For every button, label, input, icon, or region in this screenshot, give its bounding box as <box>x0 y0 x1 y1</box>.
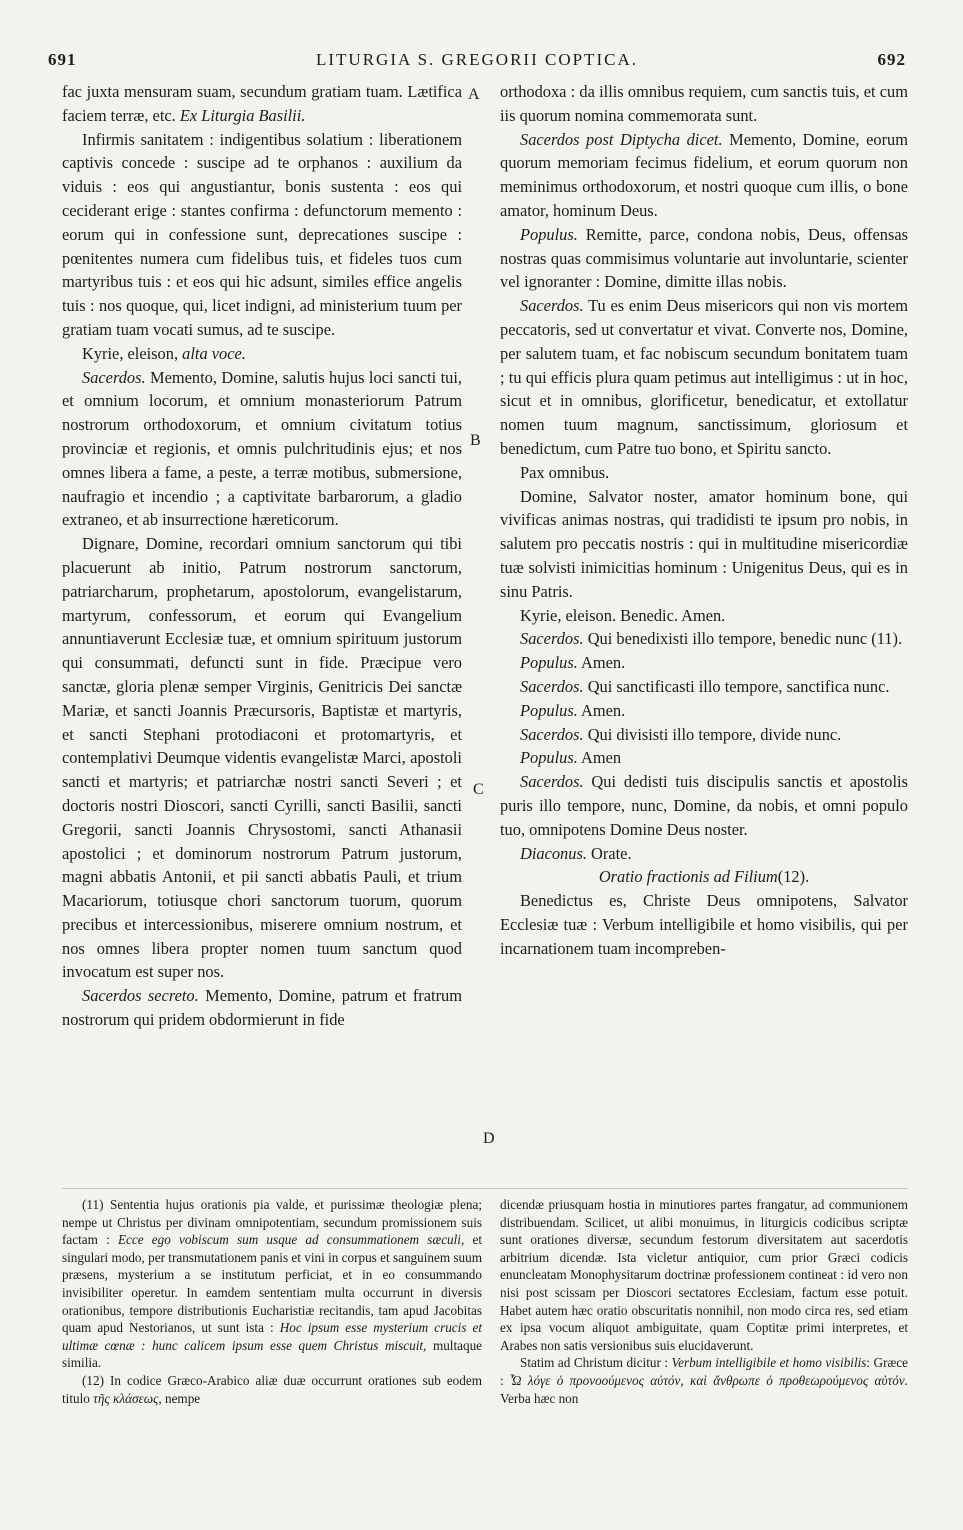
paragraph: Populus. Amen. <box>520 653 626 673</box>
paragraph: Dignare, Domine, recordari omnium sanctorum qui tibi placuerunt ab initio, Patrum nostrorum sanctorum, patriarcharum, prophetarum, apostolorum, evangelistarum, martyrum, confessorum, et eorum qui Evangelium annuntiaverunt Ecclesiæ tuæ, et omnium spirituum justorum qui consummati, defuncti sunt in fide. Præcipue vero sanctæ, gloria plenæ semper Virginis, Genitricis Dei sanctæ Mariæ, et sancti Joannis Præcursoris, Baptistæ et martyris, et sancti Stephani protodiaconi et protomartyris, et contemplativi Deumque videntis evangelistæ Marci, apostoli sancti et martyris; et patriarchæ nostri sancti Severi ; et doctoris nostri Dioscori, sancti Cyrilli, sancti Basilii, sancti Gregorii, sancti Joannis Chrysostomi, sancti Athanasii apostolici ; et dominorum nostrorum Patrum justorum, magni abbatis Antonii, et pii sancti abbatis Pauli, et trium Macariorum, totiusque chori sanctorum tuorum, quorum precibus et intercessionibus, miserere omnium nostrum, et nos omnes libera propter nomen tuum sanctum quod invocatum est super nos. <box>62 534 462 982</box>
speaker-label: Sacerdos. <box>82 367 146 387</box>
paragraph: Diaconus. Orate. <box>520 843 632 863</box>
paragraph: orthodoxa : da illis omnibus requiem, cum sanctis tuis, et cum iis quorum nomina commemorata sunt. <box>500 82 908 125</box>
margin-marker-d: D <box>483 1130 495 1147</box>
paragraph: Sacerdos. Memento, Domine, salutis hujus loci sancti tui, et omnium locorum, et omnium monasteriorum Patrum nostrorum orthodoxorum, et omnium civitatum totius provinciæ et regionis, et omnis pulchritudinis ejus; et nos omnes libera a fame, a peste, a terræ motibus, submersione, naufragio et incendio ; a captivitate barbarorum, a gladio extraneo, et ab insurrectione hæreticorum. <box>62 367 462 530</box>
footnote-12: (12) In codice Græco-Arabico aliæ duæ occurrunt orationes sub eodem titulo τῆς κλάσεως, nempe <box>62 1372 482 1406</box>
paragraph: Populus. Amen. <box>520 700 626 720</box>
margin-marker-b: B <box>470 432 481 449</box>
running-title: LITURGIA S. GREGORII COPTICA. <box>316 50 638 69</box>
paragraph: Sacerdos. Qui benedixisti illo tempore, benedic nunc (11). <box>520 629 903 649</box>
page-number-right: 692 <box>877 50 906 69</box>
page-header <box>48 50 906 78</box>
page-number-left: 691 <box>48 50 77 69</box>
margin-marker-c: C <box>473 781 484 798</box>
footnotes-left <box>62 1196 482 1407</box>
speaker-label: Sacerdos secreto. <box>82 986 199 1006</box>
paragraph: Sacerdos. Qui sanctificasti illo tempore, sanctifica nunc. <box>520 676 890 696</box>
footnote-11: (11) Sententia hujus orationis pia valde, et purissimæ theologiæ plena; nempe ut Christus per divinam omnipotentiam, secundum promissionem suis factam : Ecce ego vobiscum sum usque ad consummationem sæculi, et singulari modo, per transmutationem panis et vini in corpus et sanguinem suum præsens, mysterium a se institutum perficiat, et in eo consummando invisibiliter operetur. In eamdem sententiam multa occurrunt in diversis orationibus, tempore distributionis Eucharistiæ recitandis, tam apud Jacobitas quam apud Nestorianos, ut sunt ista : Hoc ipsum esse mysterium crucis et ultimæ cœnæ : hunc calicem ipsum esse quem Christus miscuit, multaque similia. <box>62 1197 483 1371</box>
footnote-12-continued: Statim ad Christum dicitur : Verbum intelligibile et homo visibilis: Græce : Ὦ λόγε ὁ προνοούμενος αὐτόν, καὶ ἄνθρωπε ὁ προθεωρούμενος αὐτόν. Verba hæc non <box>500 1355 908 1406</box>
paragraph: Sacerdos. Tu es enim Deus misericors qui non vis mortem peccatoris, sed ut convertatur et vivat. Converte nos, Domine, per salutem tuam, et fac nobiscum secundum bonitatem tuam ; tu qui efficis plura quam petimus aut intelligimus : ut in hoc, sicut et in omnibus, glorificetur, benedicatur, et extollatur nomen tuum magnum, sanctissimum, gloriosum et benedictum, cum Patre tuo bono, et Spiritu sancto. <box>500 296 908 458</box>
speaker-label: Diaconus. <box>520 843 587 863</box>
paragraph: Populus. Amen <box>520 748 622 768</box>
speaker-label: Sacerdos. <box>520 676 584 696</box>
speaker-label: Populus. <box>520 700 578 720</box>
footnote-12-continued: dicendæ priusquam hostia in minutiores partes frangatur, ad communionem distribuendam. Scilicet, ut alibi monuimus, in liturgicis codicibus scriptæ sunt orationes diversæ, secundum festorum diversitatem aut sacerdotis arbitrium dicendæ. Ista vicletur antiquior, cum prior Græci codicis enuncleatam Monophysitarum doctrinæ professionem contineat : id vero non nisi post scissam per Dioscori sectatores Ecclesiam, factum esse potuit. Habet autem hæc oratio obscuritatis nonnihil, non modo circa res, sed etiam ex ipsa vocum aliquot ambiguitate, quam Coptitæ primi interpretes, et Arabes non satis versionibus suis elucidaverunt. <box>500 1197 908 1353</box>
paragraph: Pax omnibus. <box>520 462 610 482</box>
speaker-label: Populus. <box>520 653 578 673</box>
margin-marker-a: A <box>468 86 480 103</box>
paragraph: Kyrie, eleison. Benedic. Amen. <box>520 605 726 625</box>
section-heading: Oratio fractionis ad Filium(12). <box>598 867 810 887</box>
paragraph: Sacerdos secreto. Memento, Domine, patrum et fratrum nostrorum qui pridem obdormierunt in fide <box>62 986 462 1030</box>
paragraph: Benedictus es, Christe Deus omnipotens, Salvator Ecclesiæ tuæ : Verbum intelligibile et homo visibilis, qui per incarnationem tuam incompreben- <box>500 891 908 958</box>
footnote-divider <box>62 1188 908 1189</box>
right-column <box>500 80 908 960</box>
speaker-label: Sacerdos post Diptycha dicet. <box>520 129 723 149</box>
paragraph: Populus. Remitte, parce, condona nobis, Deus, offensas nostras quas commisimus voluntarie aut involuntarie, scienter vel ignoranter : Domine, dimitte illas nobis. <box>500 224 908 292</box>
paragraph: Kyrie, eleison, alta voce. <box>82 343 246 363</box>
footnotes-right <box>500 1196 908 1407</box>
speaker-label: Sacerdos. <box>520 629 584 649</box>
paragraph: Sacerdos post Diptycha dicet. Memento, Domine, eorum quorum memoriam fecimus fidelium, et eorum quorum non meminimus orthodoxorum, et nostri quoque cum illis, o bone amator, hominum Deus. <box>500 129 908 220</box>
paragraph: Sacerdos. Qui divisisti illo tempore, divide nunc. <box>520 724 842 744</box>
speaker-label: Populus. <box>520 748 578 768</box>
left-column <box>62 80 462 1032</box>
speaker-label: Sacerdos. <box>520 724 584 744</box>
paragraph: fac juxta mensuram suam, secundum gratiam tuam. Lætifica faciem terræ, etc. Ex Liturgia Basilii. <box>62 82 462 125</box>
speaker-label: Sacerdos. <box>520 296 584 316</box>
speaker-label: Populus. <box>520 224 578 244</box>
paragraph: Sacerdos. Qui dedisti tuis discipulis sanctis et apostolis puris illo tempore, nunc, Domine, da nobis, et omni populo tuo, omnipotens Domine Deus noster. <box>500 772 908 839</box>
paragraph: Domine, Salvator noster, amator hominum bone, qui vivificas animas nostras, qui tradidisti te ipsum pro nobis, in salutem pro peccatis nostris : qui in multitudine misericordiæ tuæ solvisti inimicitias hominum : Unigenitus Deus, qui es in sinu Patris. <box>500 486 908 601</box>
speaker-label: Sacerdos. <box>520 772 584 792</box>
paragraph: Infirmis sanitatem : indigentibus solatium : liberationem captivis concede : suscipe ad te orphanos : auxilium da viduis : eos qui angustiantur, bonis sustenta : eos qui ceciderant erige : stantes confirma : defunctorum memento : eorum qui in confessione sunt, deprecationes suscipe : pœnitentes numera cum fidelibus tuis, et fideles tuos cum martyribus tuis : et eos qui hic adsunt, similes effice angelis tuis : nos quoque, qui, licet indigni, ad ministerium tuum per gratiam tuam vocati sumus, ad te suscipe. <box>62 129 462 339</box>
